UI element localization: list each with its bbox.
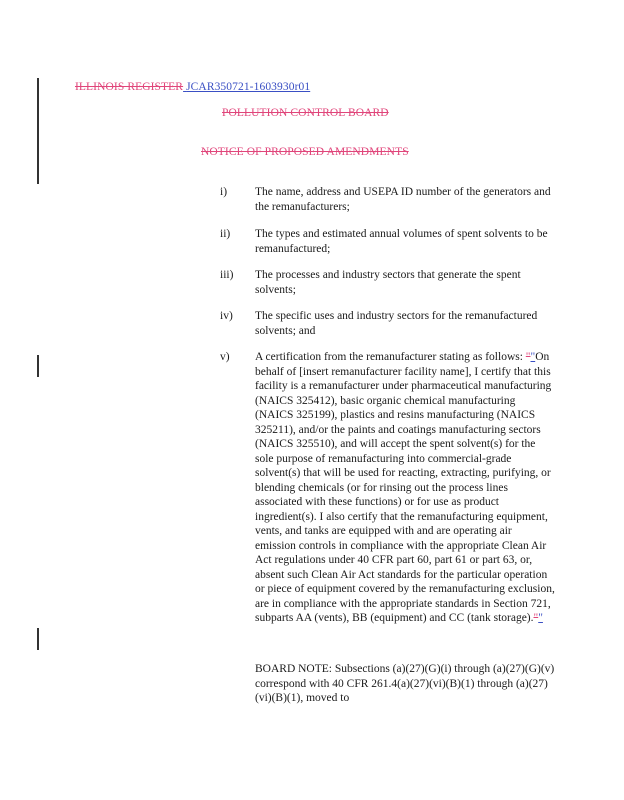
agency-title: POLLUTION CONTROL BOARD bbox=[222, 107, 389, 119]
deleted-quote-open: " bbox=[525, 351, 531, 363]
register-inserted: JCAR350721-1603930r01 bbox=[186, 81, 311, 93]
change-bar-top bbox=[37, 78, 39, 184]
change-bar-bottom bbox=[37, 628, 39, 650]
inserted-quote-open: " bbox=[530, 351, 536, 363]
change-bar-middle bbox=[37, 355, 39, 377]
register-deleted: ILLINOIS REGISTER bbox=[75, 81, 184, 93]
board-note: BOARD NOTE: Subsections (a)(27)(G)(i) through (a)(27)(G)(v) correspond with 40 CFR 261.4(a)(27)(vi)(B)(1) through (a)(27)(vi)(B)(1), moved to bbox=[255, 663, 555, 704]
inserted-quote-close: " bbox=[538, 612, 543, 624]
notice-title: NOTICE OF PROPOSED AMENDMENTS bbox=[201, 146, 409, 158]
register-header bbox=[75, 81, 310, 93]
deleted-quote-close: " bbox=[533, 612, 539, 624]
